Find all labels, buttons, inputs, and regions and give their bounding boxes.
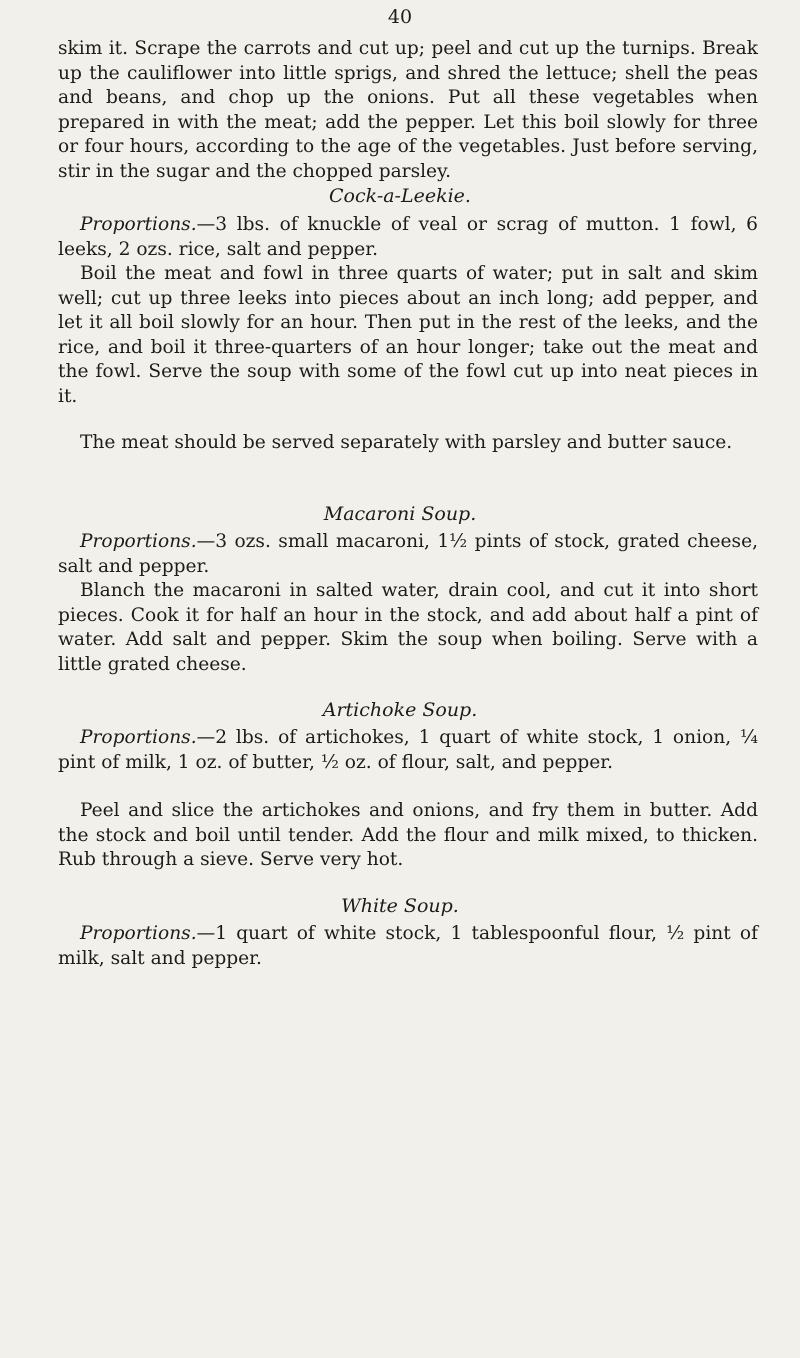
- proportions-label: Proportions.: [80, 923, 197, 944]
- cock-a-leekie-note: The meat should be served separately with parsley and butter sauce.: [80, 432, 733, 453]
- proportions-label: Proportions.: [80, 531, 197, 552]
- artichoke-soup-proportions: [58, 726, 758, 775]
- cock-a-leekie-method: Boil the meat and fowl in three quarts of water; put in salt and skim well; cut up three leeks into pieces about an inch long; add pepper, and let it all boil slowly for an hour. Then put in the rest of the leeks, and the rice, and boil it three-quarters of an hour longer; take out the meat and the fowl. Serve the soup with some of the fowl cut up into neat pieces in it.: [58, 263, 758, 407]
- proportions-label: Proportions.: [80, 727, 197, 748]
- page-number: 40: [387, 6, 413, 28]
- proportions-text: —1 quart of white stock, 1 tablespoonful flour, ½ pint of milk, salt and pepper.: [58, 923, 758, 969]
- intro-paragraph: skim it. Scrape the carrots and cut up; peel and cut up the turnips. Break up the cauliflower into little sprigs, and shred the lettuce; shell the peas and beans, and chop up the onions. Put all these vegetables when prepared in with the meat; add the pepper. Let this boil slowly for three or four hours, according to the age of the vegetables. Just before serving, stir in the sugar and the chopped parsley.: [58, 38, 758, 182]
- white-soup-proportions: [58, 922, 758, 971]
- proportions-text: —3 lbs. of knuckle of veal or scrag of mutton. 1 fowl, 6 leeks, 2 ozs. rice, salt and pepper.: [58, 214, 758, 260]
- cock-a-leekie-title: Cock-a-Leekie.: [329, 185, 471, 207]
- proportions-text: —2 lbs. of artichokes, 1 quart of white stock, 1 onion, ¼ pint of milk, 1 oz. of butter, ½ oz. of flour, salt, and pepper.: [58, 727, 758, 773]
- artichoke-soup-method: Peel and slice the artichokes and onions, and fry them in butter. Add the stock and boil until tender. Add the flour and milk mixed, to thicken. Rub through a sieve. Serve very hot.: [58, 800, 758, 871]
- white-soup-title: White Soup.: [341, 895, 459, 917]
- artichoke-soup-title: Artichoke Soup.: [322, 699, 478, 721]
- macaroni-soup-method: Blanch the macaroni in salted water, drain cool, and cut it into short pieces. Cook it for half an hour in the stock, and add about half a pint of water. Add salt and pepper. Skim the soup when boiling. Serve with a little grated cheese.: [58, 580, 758, 675]
- cock-a-leekie-proportions: [58, 213, 758, 262]
- proportions-text: —3 ozs. small macaroni, 1½ pints of stock, grated cheese, salt and pepper.: [58, 531, 758, 577]
- macaroni-soup-title: Macaroni Soup.: [323, 503, 477, 525]
- macaroni-soup-proportions: [58, 530, 758, 579]
- proportions-label: Proportions.: [80, 214, 197, 235]
